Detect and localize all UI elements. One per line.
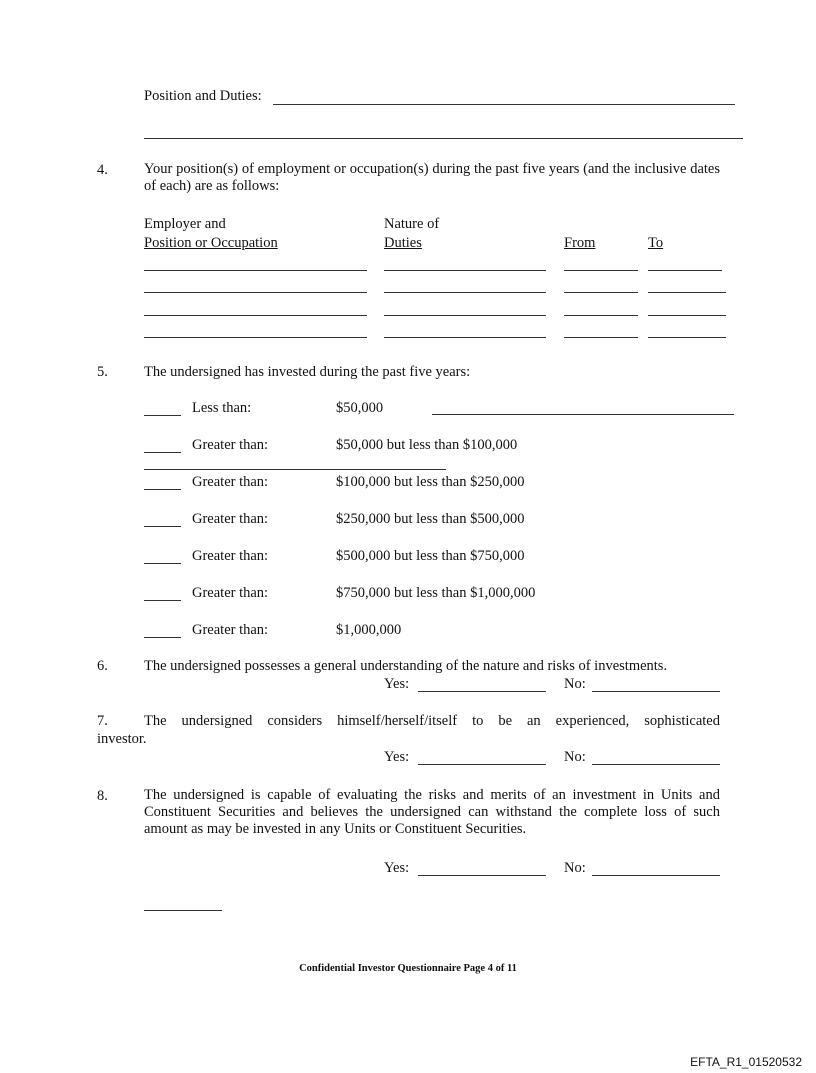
option-range: $1,000,000 [336,622,402,638]
q8-yes-field[interactable] [418,875,546,876]
employer-field[interactable] [144,292,367,293]
from-field[interactable] [564,337,638,338]
q7-text-continued: investor. [97,731,147,747]
q7-yes-label: Yes: [384,749,410,765]
option-check-field[interactable] [144,600,181,601]
position-duties-field[interactable] [273,104,735,105]
to-field[interactable] [648,315,726,316]
option-check-field[interactable] [144,637,181,638]
q6-yes-field[interactable] [418,691,546,692]
option-check-field[interactable] [144,452,181,453]
to-field[interactable] [648,270,722,271]
page-footer: Confidential Investor Questionnaire Page 4 of 11 [299,963,517,974]
option-qualifier: Greater than: [192,622,269,638]
duties-field[interactable] [384,270,546,271]
col-nature-line2: Duties [384,235,422,251]
option-qualifier: Less than: [192,400,252,416]
col-nature-line1: Nature of [384,216,440,232]
q7-yes-field[interactable] [418,764,546,765]
q5-text: The undersigned has invested during the past five years: [144,364,471,380]
footnote-separator [144,910,222,911]
q7-no-field[interactable] [592,764,720,765]
stray-blank-line [144,469,446,470]
from-field[interactable] [564,315,638,316]
option-range: $250,000 but less than $500,000 [336,511,525,527]
employer-field[interactable] [144,270,367,271]
q6-no-label: No: [564,676,586,692]
employer-field[interactable] [144,337,367,338]
option-qualifier: Greater than: [192,437,269,453]
q7-text: The undersigned considers himself/herself/itself to be an experienced, sophisticated [144,713,720,729]
q7-number: 7. [97,713,108,729]
q6-yes-label: Yes: [384,676,410,692]
q6-number: 6. [97,658,108,674]
q5-number: 5. [97,364,108,380]
option-check-field[interactable] [144,563,181,564]
employer-field[interactable] [144,315,367,316]
option-range: $500,000 but less than $750,000 [336,548,525,564]
bates-number: EFTA_R1_01520532 [690,1055,802,1069]
position-duties-field-continued[interactable] [144,138,743,139]
from-field[interactable] [564,270,638,271]
option-qualifier: Greater than: [192,474,269,490]
col-employer-line1: Employer and [144,216,226,232]
q8-text: The undersigned is capable of evaluating the risks and merits of an investment in Units and Constituent Securities and believes the undersigned can withstand the complete loss of such amount as may be invested in any Units or Constituent Securities. [144,787,720,837]
q8-yes-label: Yes: [384,860,410,876]
to-field[interactable] [648,337,726,338]
q6-text: The undersigned possesses a general understanding of the nature and risks of investments. [144,658,668,674]
option-qualifier: Greater than: [192,511,269,527]
option-range: $50,000 but less than $100,000 [336,437,518,453]
duties-field[interactable] [384,315,546,316]
duties-field[interactable] [384,337,546,338]
q4-text: Your position(s) of employment or occupation(s) during the past five years (and the inclusive dates of each) are as follows: [144,161,720,194]
col-to: To [648,235,664,251]
option-range: $50,000 [336,400,384,416]
q8-no-field[interactable] [592,875,720,876]
option-qualifier: Greater than: [192,585,269,601]
q4-number: 4. [97,162,108,178]
to-field[interactable] [648,292,726,293]
col-from: From [564,235,596,251]
q8-no-label: No: [564,860,586,876]
q7-no-label: No: [564,749,586,765]
q6-no-field[interactable] [592,691,720,692]
option-extra-field[interactable] [432,414,734,415]
option-check-field[interactable] [144,489,181,490]
col-employer-line2: Position or Occupation [144,235,278,251]
q8-number: 8. [97,788,108,804]
option-range: $100,000 but less than $250,000 [336,474,525,490]
duties-field[interactable] [384,292,546,293]
option-range: $750,000 but less than $1,000,000 [336,585,536,601]
from-field[interactable] [564,292,638,293]
option-check-field[interactable] [144,415,181,416]
option-check-field[interactable] [144,526,181,527]
position-duties-label: Position and Duties: [144,88,262,104]
option-qualifier: Greater than: [192,548,269,564]
